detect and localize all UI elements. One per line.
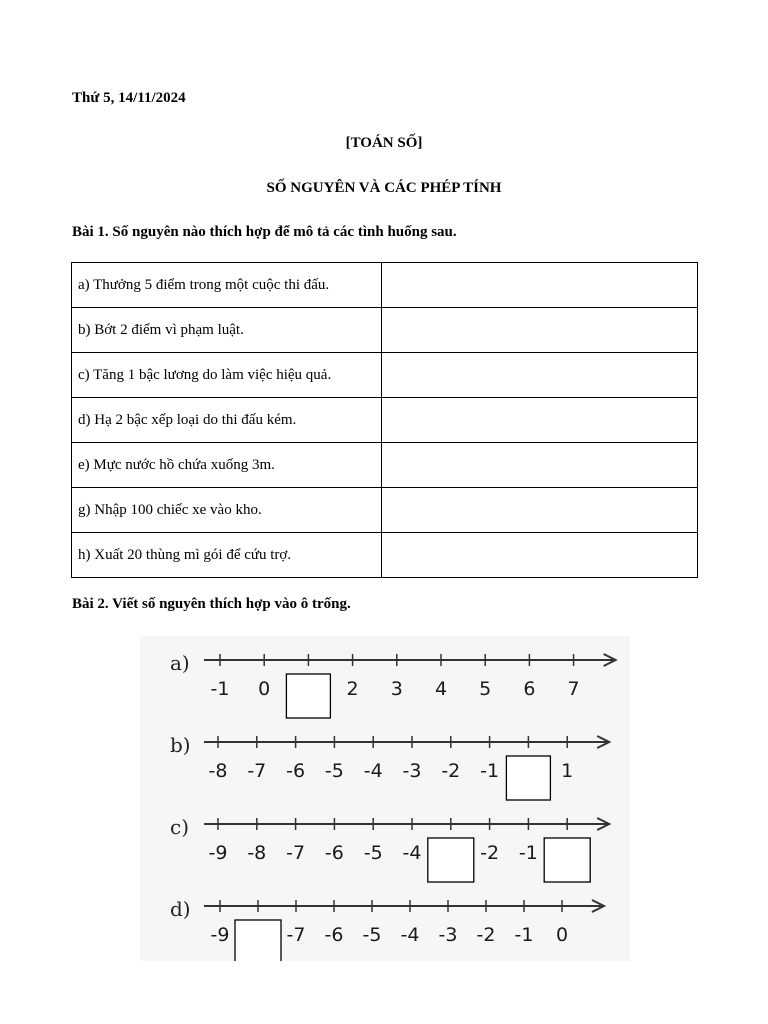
number-line [170,733,609,800]
tick-label: 1 [561,760,574,782]
number-line-label: b) [170,733,191,757]
tick-label: -9 [208,842,228,864]
tick-label: -5 [363,842,383,864]
tick-label: 2 [346,678,359,700]
answer-cell[interactable] [381,488,697,533]
number-line [170,651,616,718]
tick-label: -9 [210,924,230,946]
tick-label: -8 [208,760,228,782]
tick-label: 5 [479,678,492,700]
tick-label: 4 [434,678,448,700]
tick-label: -6 [286,760,306,782]
answer-box[interactable] [286,674,330,718]
worksheet-date: Thứ 5, 14/11/2024 [72,90,186,106]
table-row [72,533,698,578]
situation-cell: c) Tăng 1 bậc lương do làm việc hiệu quả. [72,353,382,398]
answer-cell[interactable] [381,308,697,353]
number-lines-image [140,636,630,961]
tick-label: -1 [518,842,538,864]
tick-label: -4 [363,760,383,782]
tick-label: -1 [210,678,230,700]
answer-cell[interactable] [381,353,697,398]
tick-label: -7 [286,924,306,946]
tick-label: -2 [476,924,496,946]
tick-label: -2 [441,760,461,782]
worksheet-title: SỐ NGUYÊN VÀ CÁC PHÉP TÍNH [266,180,502,196]
tick-label: -5 [324,760,344,782]
tick-label: 0 [555,924,569,946]
answer-cell[interactable] [381,398,697,443]
tick-label: 3 [390,678,403,700]
table-row [72,488,698,533]
table-row [72,398,698,443]
answer-box[interactable] [235,920,281,961]
tick-label: 7 [567,678,580,700]
tick-label: -4 [400,924,420,946]
tick-label: -6 [324,924,344,946]
answer-box[interactable] [544,838,590,882]
subject-text: [TOÁN SỐ] [345,135,423,151]
number-line [170,897,604,961]
number-line-label: c) [170,815,190,839]
situation-cell: a) Thưởng 5 điểm trong một cuộc thi đấu. [72,263,382,308]
tick-label: -4 [402,842,422,864]
tick-label: -2 [480,842,500,864]
situation-cell: h) Xuất 20 thùng mì gói để cứu trợ. [72,533,382,578]
table-row [72,308,698,353]
tick-label: 6 [523,678,536,700]
table-row [72,353,698,398]
answer-cell[interactable] [381,443,697,488]
situation-cell: d) Hạ 2 bậc xếp loại do thi đấu kém. [72,398,382,443]
tick-label: -1 [480,760,500,782]
answer-box[interactable] [506,756,550,800]
number-lines-drawing [140,636,630,961]
tick-label: -3 [438,924,458,946]
table-row [72,443,698,488]
number-line [170,815,609,882]
exercise-1-table [71,262,698,578]
tick-label: -3 [402,760,422,782]
tick-label: -8 [247,842,267,864]
tick-label: -5 [362,924,382,946]
answer-box[interactable] [428,838,474,882]
tick-label: -6 [324,842,344,864]
exercise-1-heading: Bài 1. Số nguyên nào thích hợp để mô tả các tình huống sau. [72,224,457,240]
number-line-label: a) [170,651,190,675]
subject-heading [0,135,768,152]
number-line-label: d) [170,897,191,921]
tick-label: -1 [514,924,534,946]
answer-cell[interactable] [381,533,697,578]
tick-label: -7 [247,760,267,782]
table-row [72,263,698,308]
situation-cell: e) Mực nước hồ chứa xuống 3m. [72,443,382,488]
situation-cell: g) Nhập 100 chiếc xe vào kho. [72,488,382,533]
tick-label: 0 [258,678,271,700]
situation-cell: b) Bớt 2 điểm vì phạm luật. [72,308,382,353]
answer-cell[interactable] [381,263,697,308]
exercise-2-heading: Bài 2. Viết số nguyên thích hợp vào ô trống. [72,596,351,612]
tick-label: -7 [286,842,306,864]
